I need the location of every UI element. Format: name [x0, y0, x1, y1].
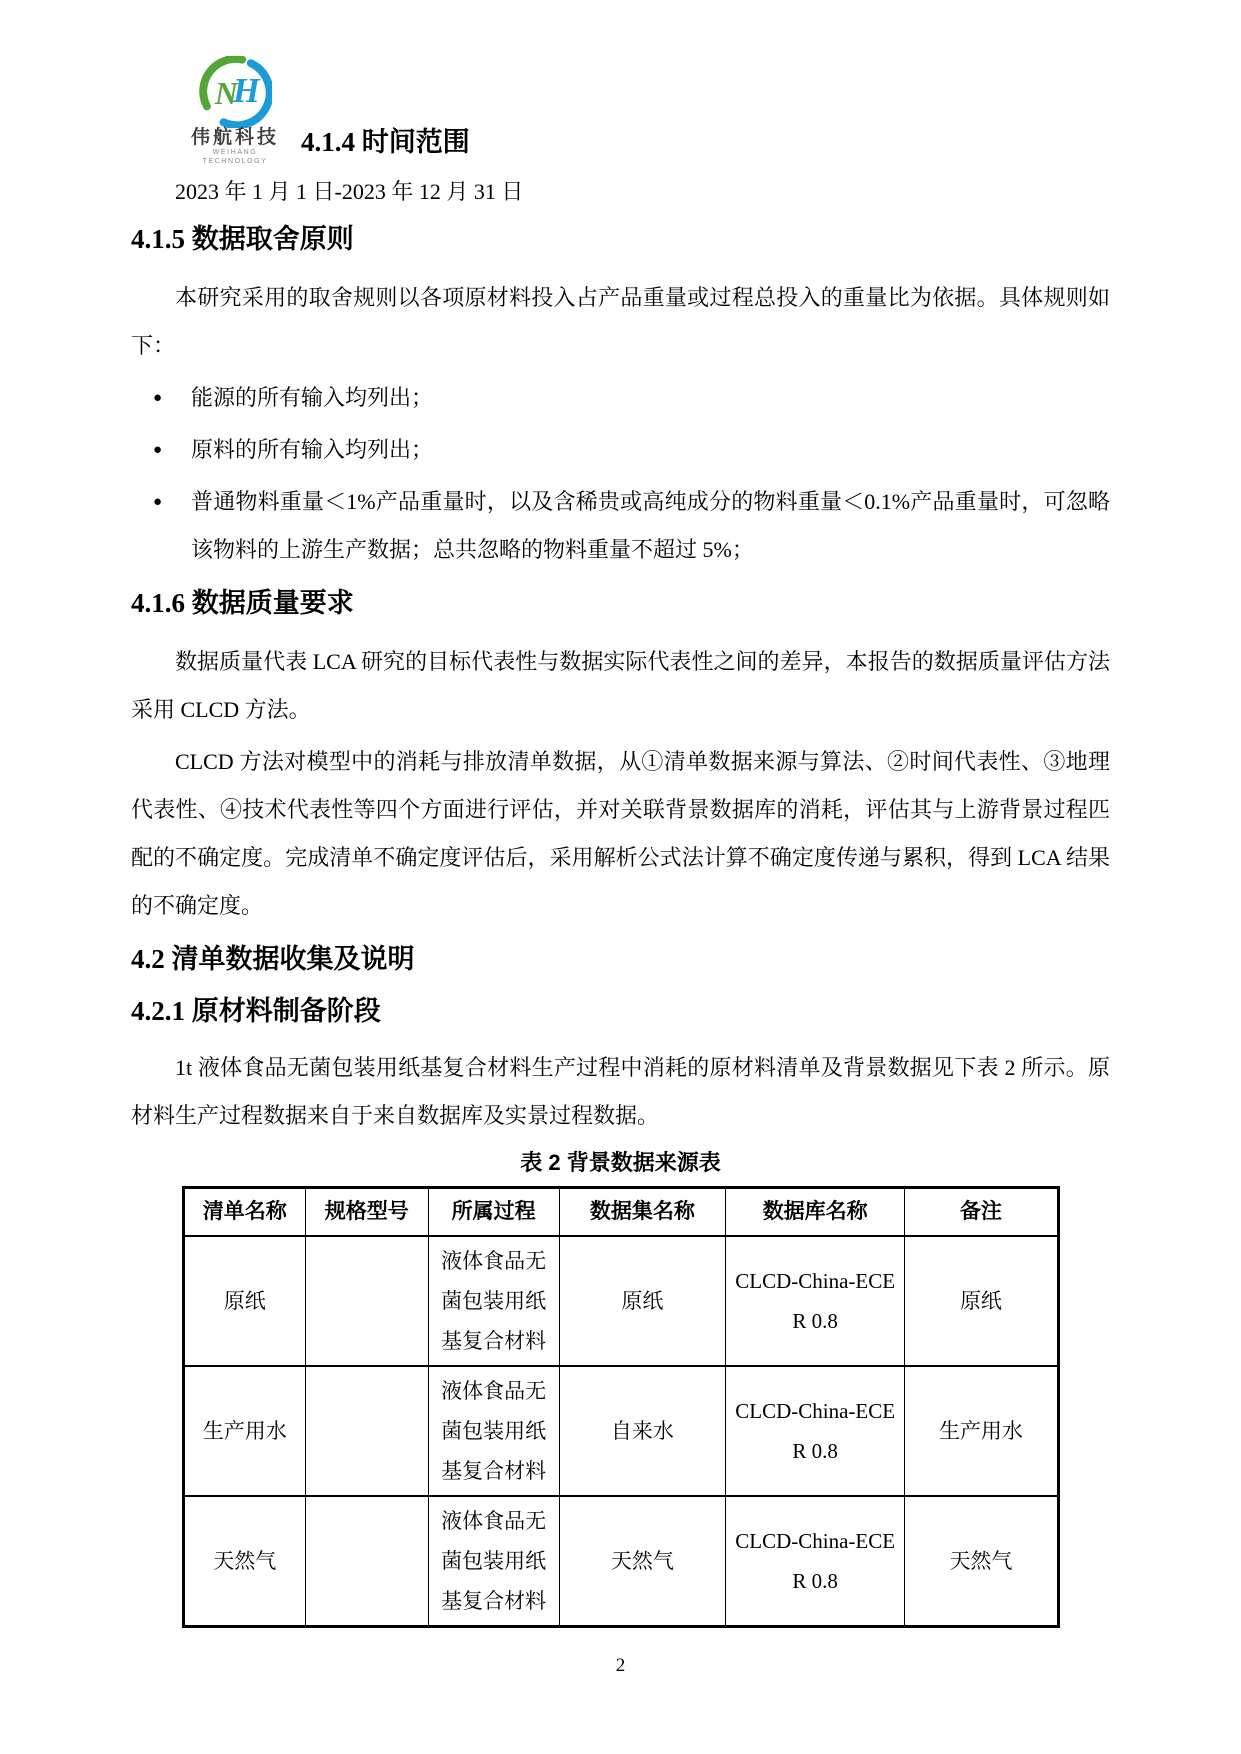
cutoff-rule-list	[131, 374, 1110, 574]
list-item	[153, 478, 1110, 574]
table-cell: 生产用水	[905, 1366, 1058, 1496]
table-cell: 生产用水	[183, 1366, 306, 1496]
column-header: 清单名称	[183, 1188, 306, 1237]
table-cell: 自来水	[559, 1366, 725, 1496]
paragraph-data-quality-2: CLCD 方法对模型中的消耗与排放清单数据，从①清单数据来源与算法、②时间代表性、③地理代表性、④技术代表性等四个方面进行评估，并对关联背景数据库的消耗，评估其与上游背景过程匹配的不确定度。完成清单不确定度评估后，采用解析公式法计算不确定度传递与累积，得到 LCA 结果的不确定度。	[131, 749, 1110, 918]
paragraph-cutoff-intro: 本研究采用的取舍规则以各项原材料投入占产品重量或过程总投入的重量比为依据。具体规则如下：	[131, 285, 1110, 358]
svg-text:H: H	[232, 72, 260, 111]
table-cell: 原纸	[183, 1236, 306, 1366]
column-header: 规格型号	[306, 1188, 429, 1237]
paragraph-data-quality-1: 数据质量代表 LCA 研究的目标代表性与数据实际代表性之间的差异，本报告的数据质量评估方法采用 CLCD 方法。	[131, 649, 1110, 722]
table-cell: 天然气	[559, 1496, 725, 1627]
table-cell: 天然气	[183, 1496, 306, 1627]
column-header: 数据库名称	[726, 1188, 905, 1237]
logo-mark-icon	[198, 56, 272, 128]
table-cell	[306, 1366, 429, 1496]
heading-4-2-1: 4.2.1 原材料制备阶段	[131, 996, 381, 1026]
background-data-table-section	[182, 1148, 1060, 1628]
table-caption: 表 2 背景数据来源表	[520, 1150, 721, 1175]
paragraph-raw-material: 1t 液体食品无菌包装用纸基复合材料生产过程中消耗的原材料清单及背景数据见下表 2 所示。原材料生产过程数据来自于来自数据库及实景过程数据。	[131, 1055, 1110, 1128]
heading-4-1-6: 4.1.6 数据质量要求	[131, 588, 354, 618]
table-row	[183, 1496, 1058, 1627]
svg-text:N: N	[214, 76, 238, 112]
background-data-table	[182, 1186, 1060, 1628]
document-body	[131, 122, 1110, 1628]
heading-4-1-4: 4.1.4 时间范围	[301, 127, 470, 157]
list-item	[153, 374, 1110, 422]
table-cell: 原纸	[559, 1236, 725, 1366]
logo-brand-cn: 伟航科技	[190, 127, 279, 148]
table-row	[183, 1236, 1058, 1366]
column-header: 数据集名称	[559, 1188, 725, 1237]
table-cell: 天然气	[905, 1496, 1058, 1627]
page-number: 2	[615, 1655, 626, 1676]
table-cell: CLCD-China-ECER 0.8	[726, 1236, 905, 1366]
paragraph-time-range: 2023 年 1 月 1 日-2023 年 12 月 31 日	[175, 179, 524, 204]
table-cell: 原纸	[905, 1236, 1058, 1366]
logo-brand-en: WEIHANG TECHNOLOGY	[202, 149, 268, 165]
list-item-text: 原料的所有输入均列出；	[191, 437, 434, 462]
table-cell	[306, 1496, 429, 1627]
heading-4-1-5: 4.1.5 数据取舍原则	[131, 224, 354, 254]
list-item-text: 普通物料重量＜1%产品重量时，以及含稀贵或高纯成分的物料重量＜0.1%产品重量时，可忽略该物料的上游生产数据；总共忽略的物料重量不超过 5%；	[191, 489, 1110, 562]
table-cell	[306, 1236, 429, 1366]
heading-4-2: 4.2 清单数据收集及说明	[131, 944, 415, 974]
table-body	[183, 1236, 1058, 1627]
bullet-icon: ●	[153, 442, 163, 458]
table-header-row	[183, 1188, 1058, 1237]
column-header: 所属过程	[428, 1188, 559, 1237]
column-header: 备注	[905, 1188, 1058, 1237]
list-item	[153, 426, 1110, 474]
table-cell: CLCD-China-ECER 0.8	[726, 1366, 905, 1496]
bullet-icon: ●	[153, 494, 163, 510]
table-cell: 液体食品无菌包装用纸基复合材料	[428, 1496, 559, 1627]
bullet-icon: ●	[153, 390, 163, 406]
table-row	[183, 1366, 1058, 1496]
list-item-text: 能源的所有输入均列出；	[191, 385, 434, 410]
table-cell: 液体食品无菌包装用纸基复合材料	[428, 1236, 559, 1366]
table-cell: 液体食品无菌包装用纸基复合材料	[428, 1366, 559, 1496]
table-cell: CLCD-China-ECER 0.8	[726, 1496, 905, 1627]
